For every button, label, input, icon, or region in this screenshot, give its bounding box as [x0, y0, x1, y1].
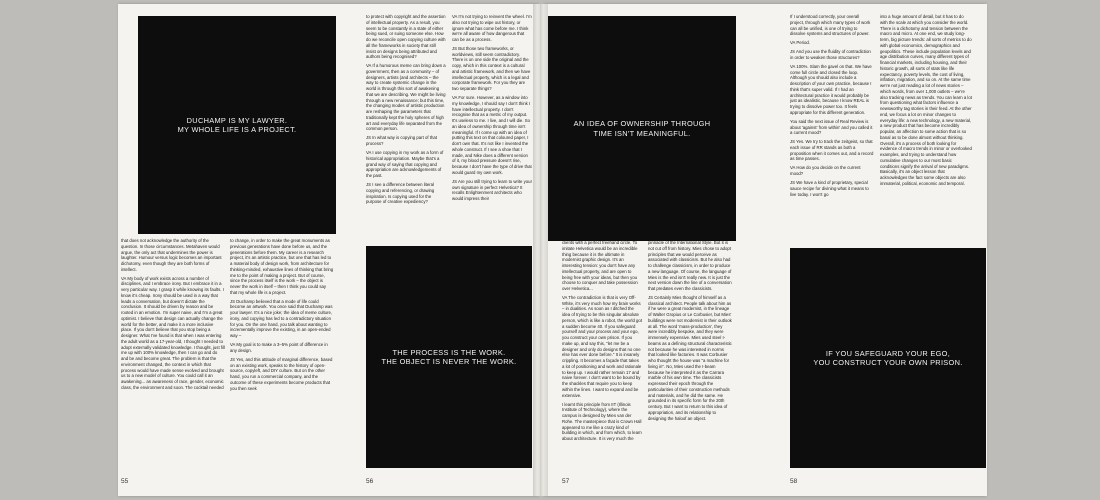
interview-paragraph: VA The contradiction is that is very Off-White, it's very much how my brain works – in dualities. As soon as I ditched the idea of trying to be this singular absolute person, which is like a robot, the world got a sudden become 40. If you safeguard yourself and your process and your ego, you construct your own prison. If you make up, and say this, "let me be a designer and only do designs that no one else has ever done before." It is insanely crippling. It becomes a façade that takes a lot of positioning and work and rationale to keep up. I would rather remain 17 and naive forever. I don't want to be bound by the shackles that require you to keep within the lines. I want to expand and be extensive. [562, 294, 642, 398]
interview-paragraph: pinnacle of the International Style. But it is not cut off from history. Mies chose to adopt principles that we would perceive as associated with classicism. But he also had to challenge classicism, in order to produce a new language. Of course, the language of Mies is the end isn't really new. It is just the next version down the line of a conversation that predates even the classicists. [648, 240, 732, 291]
interview-paragraph: VA Period. [790, 40, 810, 46]
interview-paragraph: JS Certainly Mies thought of himself as a classical architect. People talk about him as if he were a great modernist, in the lineage of Walter Gropius or Le Corbusier, but Mies' buildings were not modernist in their outlook at all. The word 'mass-production', they were incredibly bespoke, and they were immensely expensive. Mies used steel I-beams as a defining structural characteristic not because he was interested in norms that looked like factories. It was Corbusier who thought the house was "a machine for living in". No, Mies used the I-beam because he interpreted it as the Carrara marble of his own time. The classicists expressed their epoch through the particularities of their construction methods and materials, and he did the same. He grounded in its specific form for the 20th century. But I want to return to this idea of appropriation, and its relationship to designing the haloof an object. [648, 294, 732, 421]
interview-paragraph: JS I see a difference between literal copying and referencing, or drawing inspiration. Is copying used for the purpose of creative expediency? [366, 182, 435, 205]
page-number-57: 57 [562, 478, 570, 485]
interview-paragraph: JS We have a kind of proprietary, special sauce recipe for divining what it means to live today. I won't go [790, 180, 869, 197]
interview-paragraph: JS Yes. We try to track the zeitgeist, so that each issue of RR stands as both a proposition when it comes out, and a record as time passes. [790, 139, 874, 162]
interview-paragraph: JS Are you still trying to learn to write your own signature in perfect Helvetica? It recalls Enlightenment architects who would impress their [452, 178, 532, 202]
interview-paragraph: VA For sure. However, as a window into my knowledge, I should say I don't think I have intellectual property. I don't recognise that as a metric of my output. It's useless to me. I live, and I will die. So an idea of ownership through time isn't meaningful. If I come up with an idea of putting this text on that coloured paper, I don't own that. It's not like I invented the whole construct. If I see a shoe that I made, and Nike does a different version of it, my blood pressure doesn't rise, because I don't have the type of drive that would guard my own work. [452, 95, 532, 175]
interview-paragraph: VA I use copying in my work as a form of historical appropriation. Maybe that's a grand way of saying that copying and appropriation are acknowledgements of the past. [366, 150, 444, 179]
quote-poster-p57 [548, 16, 736, 241]
quote-poster-p56 [366, 246, 532, 468]
quote-poster-p55 [138, 16, 336, 234]
interview-paragraph: VA If a humorous meme can bring down a government, then as a community – of designers, artists (and architects – the way to create systemic change in the world is through this sort of awakening that we are describing. We might be living through a new renaissance; but this time, the changing modes of artistic production are reshaping the parameters that traditionally kept the holy spheres of high art and everyday life separated from the common person. [366, 63, 446, 132]
text-column-p55-right [230, 238, 334, 470]
book-gutter-shadow-right [540, 4, 548, 496]
text-column-p57-left [562, 240, 642, 472]
interview-paragraph: VA My goal is to make a 3–5% point of difference in any design. [230, 342, 328, 353]
interview-paragraph: JS In what way is copying part of that process? [366, 135, 437, 147]
interview-paragraph: VA My body of work exists across a number of disciplines, and I embrace irony. But I embrace it in a very particular way. I grasp it while knowing its faults. I know it's cheap. Irony should be used in a way that leads a conversation, but doesn't dictate the conclusion. It should be driven by reason and be rooted in an emotion. I'm super naive, and I'm a great optimist. I believe that design can actually change the world for the better, and make it a more inclusive place. If you don't believe that you stop being a designer. What I've found is that when I was entering the adult world as a 17-year-old, I thought I needed to adopt externally validated knowledge. I thought, just fill me up with 100% knowledge, then I can go and do and be and become great. The problem is that the environment changed, the context in which that process would have made sense evolved and brought us to a new model of culture. You could call it an awakening... an awareness of race, gender, economic class, the environment and soon. The cocktail needed [121, 275, 225, 390]
interview-paragraph: You said the next issue of Real Review is about 'against' from within' and you called it a current mood? [790, 118, 873, 136]
interview-paragraph: JS But those two frameworks, or worldviews, still seem contradictory. There is on one side the original and the copy, which in this context is a cultural and artistic framework, and then we have intellectual property, which is a legal and corporate framework. For you they are two separate things? [452, 45, 531, 92]
interview-paragraph: that does not acknowledge the authority of the question. In those circumstances. Metahaven would argue, the only act that undermines the power is laughter. Humour versus logic becomes an important dichotomy, even though they are both forms of intellect. [121, 238, 222, 272]
interview-paragraph: clients with a perfect freehand circle. To imitate Helvetica would be an incredible thing because it is the ultimate in modernist graphic design. It's an interesting tension: you don't have any intellectual property, and are open to being free with your ideas, but then you choose to conquer and take possession over Helvetica... [562, 240, 638, 291]
interview-paragraph: to change, in order to make the great monuments as previous generations have done before us, and the generations before them. My career is a research project, it's an artistic practice, but one that has led to a material body of design work, from architecture for thinking-minded, exhaustive lines of thinking that bring me to the point of making a project. But of course, since the process itself is the work – the object is never the work in itself – then I think you could say that my whole life is a project. [230, 238, 334, 295]
text-column-p56-left [366, 14, 446, 246]
interview-paragraph: JS Duchamp believed that a mode of life could become an artwork. You once said that Duchamp was your lawyer. It's a nice joke; the idea of meme culture, irony, and copying has led to a contradictory situation for you. On the one hand, you talk about wanting to incrementally improve the existing, in an open-ended way – [230, 298, 333, 339]
page-number-55: 55 [121, 478, 129, 485]
text-column-p57-right [648, 240, 732, 472]
interview-paragraph: VA How do you decide on the current mood? [790, 165, 861, 177]
page-number-58: 58 [790, 478, 798, 485]
poster-quote-text: DUCHAMP IS MY LAWYER. MY WHOLE LIFE IS A PROJECT. [177, 115, 297, 134]
interview-paragraph: I learnt this principle from IIT (Illinois Institute of Technology), where the campus is designed by Mies van der Rohe. The masterpiece that is Crown Hall appeared to me like a crazy kind of building in which, and from which, to learn about architecture. It is very much the [562, 401, 642, 442]
interview-paragraph: VA I'm not trying to reinvent the wheel. I'm also not trying to wipe out history, or ignore what has come before me. I think we're all aware of how dangerous that can be as a process. [452, 14, 532, 42]
text-column-p55-left [121, 238, 225, 470]
interview-paragraph: into a huge amount of detail, but it has to do with the scale at which you consider the world. There is a dichotomy and tension between the macro and micro. At one end, we study long-term, big picture trends: all sorts of metrics to do with global economics, demographics and geopolitics. These include population levels and age distribution curves, many different types of financial markets, including housing, and their historic growth, all sorts of stats like life expectancy, poverty levels, the cost of living, inflation, migration, and so on. At the same time we're not just reading a lot of news stories – which words, from over 1,000 outlets – we're also tracking news as trends. You can learn a lot from questioning what factors influence a newsworthy tag stories in their feed. At the other end, we focus a lot on minor changes to everyday life: a new technology, a new material, a new product that has become incredibly popular, an affection to some action that is so banal as to be done almost without thinking. Overall, it's a process of both looking for evidence of macro trends in minor or overlooked examples, and trying to understand how cumulative changes to our most basic conditions signify the arrival of new paradigms. Basically, it's an object lesson that acknowledges the fact some objects are also immaterial, political, economic and temporal. [880, 14, 972, 186]
interview-paragraph: VA 100%. Slam the gavel on that. We have come full circle and closed the loop. Although you should also include a description of your own practice, because I think that's super valid. If I had an architectural practice it would probably be just as idealistic, because I know REAL is trying to dissolve power too. It feels appropriate for this different generation. [790, 63, 872, 115]
page-number-56: 56 [366, 478, 374, 485]
text-column-p56-right [452, 14, 532, 246]
interview-paragraph: JS And you use the fluidity of contradiction in order to weaken those structures? [790, 49, 871, 60]
poster-quote-text: AN IDEA OF OWNERSHIP THROUGH TIME ISN'T MEANINGFUL. [573, 119, 711, 138]
interview-paragraph: to protect with copyright and the assertion of intellectual property. As a result, you seem to be constantly in a state of either being sued, or suing someone else. How do we reconcile open copying culture with all the frameworks in society that still insist on designs being attributed and authors being recognised? [366, 14, 446, 60]
text-column-p58-right [880, 14, 972, 246]
interview-paragraph: If I understood correctly, your overall project, through which many types of work can all be unified, is one of trying to dissolve systems and structures of power. [790, 14, 871, 37]
quote-poster-p58 [790, 248, 986, 468]
interview-paragraph: JS Yes, and this attitude of marginal difference, based on an existing work, speaks to the history of open-source, copyleft, and DIY culture. But on the other hand, you run a commercial company, and the outcome of these experiments become products that you then seek [230, 356, 333, 391]
text-column-p58-left [790, 14, 874, 246]
poster-quote-text: IF YOU SAFEGUARD YOUR EGO, YOU CONSTRUCT YOUR OWN PRISON. [813, 348, 963, 367]
poster-quote-text: THE PROCESS IS THE WORK. THE OBJECT IS NEVER THE WORK. [381, 347, 517, 366]
